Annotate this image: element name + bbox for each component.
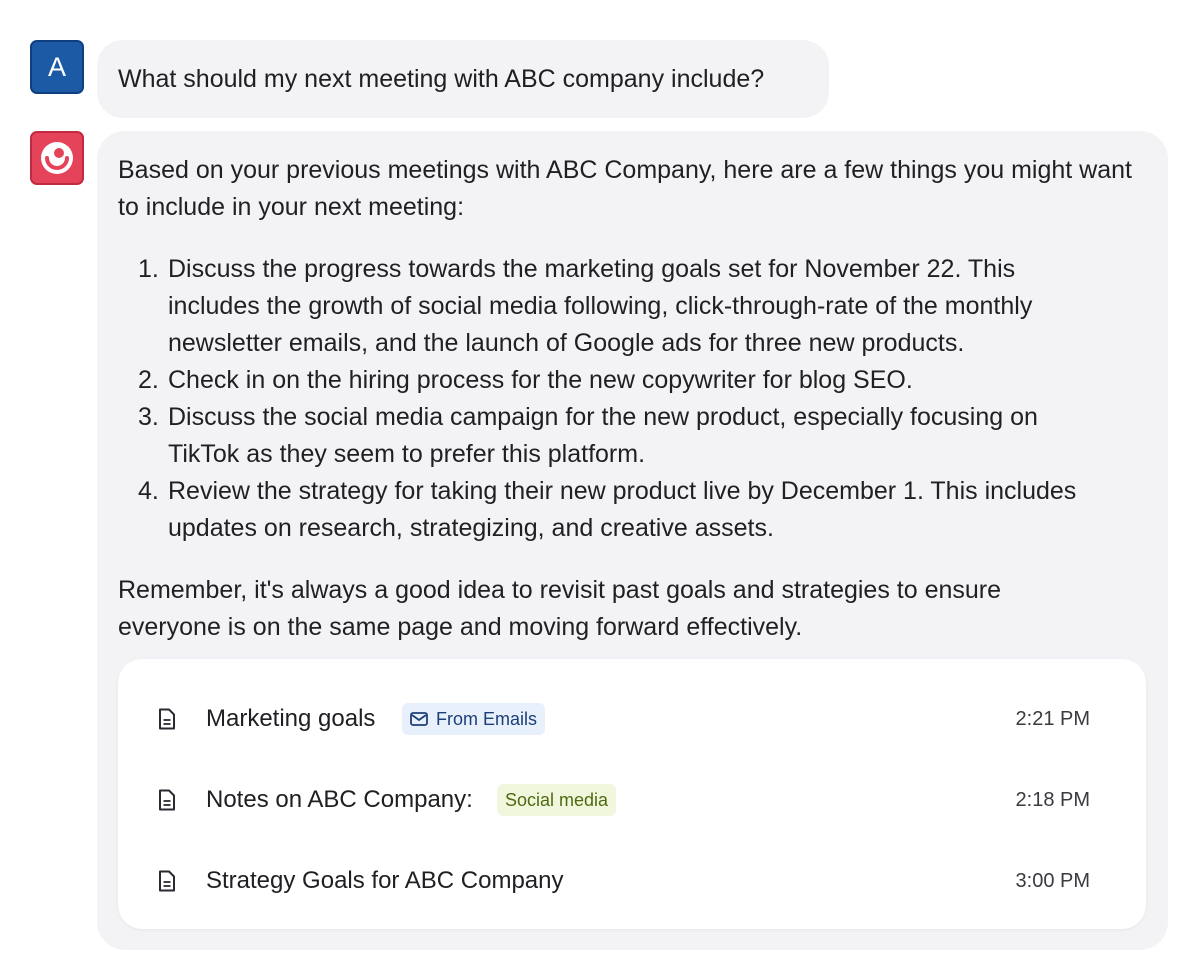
list-item [118,362,1147,399]
source-item-marketing-goals[interactable] [118,689,1146,749]
list-item-number: 3. [138,403,159,431]
document-icon [158,789,176,811]
sources-card [118,659,1146,929]
tag-label: Social media [505,789,609,810]
source-time: 2:21 PM [1015,707,1090,730]
list-item-line: newsletter emails, and the launch of Google ads for three new products. [168,329,965,357]
list-item-number: 1. [138,255,159,283]
list-item-line: TikTok as they seem to prefer this platform. [168,440,646,468]
user-message-bubble [97,40,829,118]
tag-label: From Emails [436,708,538,729]
list-item [118,473,1147,547]
social-media-tag [497,784,616,816]
list-item-line: Discuss the social media campaign for the new product, especially focusing on [168,403,1038,431]
list-item-line: Discuss the progress towards the marketing goals set for November 22. This [168,255,1016,283]
list-item-line: Review the strategy for taking their new product live by December 1. This includes [168,477,1077,505]
list-item [118,399,1147,473]
document-icon [158,870,176,892]
user-message-text: What should my next meeting with ABC company include? [118,64,765,93]
meeting-agenda-list [118,251,1147,547]
list-item-line: Check in on the hiring process for the new copywriter for blog SEO. [168,366,913,394]
assistant-avatar [30,131,84,185]
source-title: Marketing goals [206,705,376,732]
mail-icon [410,712,428,726]
source-time: 2:18 PM [1015,788,1090,811]
source-title: Strategy Goals for ABC Company [206,867,564,894]
source-item-notes-abc[interactable] [118,770,1146,830]
assistant-message-bubble [97,131,1168,950]
source-title: Notes on ABC Company: [206,786,473,813]
assistant-outro [118,572,1147,646]
outro-line: everyone is on the same page and moving forward effectively. [118,613,803,641]
user-avatar-letter: A [47,51,66,82]
list-item-line: updates on research, strategizing, and creative assets. [168,514,774,542]
assistant-logo-icon [37,138,77,178]
list-item-line: includes the growth of social media following, click-through-rate of the monthly [168,292,1033,320]
source-item-strategy-goals[interactable] [118,851,1146,911]
assistant-intro: Based on your previous meetings with ABC Company, here are a few things you might want to include in your next meeting: [118,156,1132,221]
from-emails-tag [402,703,545,735]
user-avatar [30,40,84,94]
outro-line: Remember, it's always a good idea to revisit past goals and strategies to ensure [118,576,1002,604]
list-item [118,251,1147,362]
source-time: 3:00 PM [1015,869,1090,892]
document-icon [158,708,176,730]
list-item-number: 2. [138,366,159,394]
list-item-number: 4. [138,477,159,505]
